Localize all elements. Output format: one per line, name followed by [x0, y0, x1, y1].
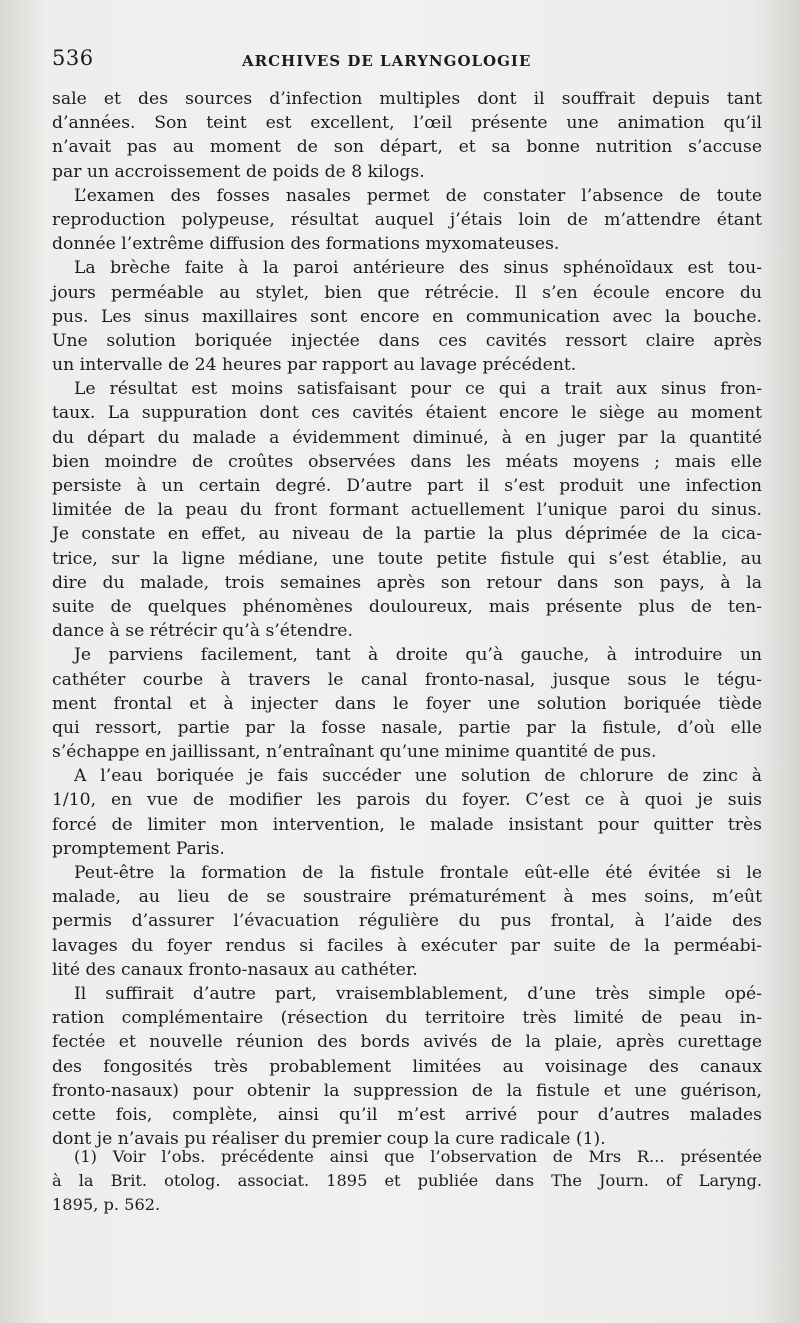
footnote-line: (1) Voir l’obs. précédente ainsi que l’observation de Mrs R... présentée — [74, 1147, 762, 1166]
running-head: ARCHIVES DE LARYNGOLOGIE — [242, 52, 532, 70]
text-line: ment frontal et à injecter dans le foyer une solution boriquée tiède — [52, 693, 762, 714]
text-line: lavages du foyer rendus si faciles à exécuter par suite de la perméabi- — [52, 935, 762, 956]
text-line: des fongosités très probablement limitées au voisinage des canaux — [52, 1056, 762, 1077]
footnote-line: 1895, p. 562. — [52, 1195, 161, 1214]
text-line: Le résultat est moins satisfaisant pour ce qui a trait aux sinus fron- — [74, 379, 762, 400]
text-line: fectée et nouvelle réunion des bords avivés de la plaie, après curettage — [52, 1032, 762, 1053]
text-line: fronto-nasaux) pour obtenir la suppression de la fistule et une guérison, — [52, 1080, 762, 1101]
text-line: Je parviens facilement, tant à droite qu’à gauche, à introduire un — [74, 645, 762, 666]
text-line: promptement Paris. — [52, 838, 225, 859]
text-line: dire du malade, trois semaines après son retour dans son pays, à la — [52, 572, 762, 593]
text-line: d’années. Son teint est excellent, l’œil présente une animation qu’il — [52, 113, 762, 134]
text-line: La brèche faite à la paroi antérieure des sinus sphénoïdaux est tou- — [74, 258, 762, 279]
text-line: par un accroissement de poids de 8 kilogs. — [52, 161, 425, 182]
text-line: dont je n’avais pu réaliser du premier coup la cure radicale (1). — [52, 1129, 606, 1150]
text-line: Une solution boriquée injectée dans ces cavités ressort claire après — [52, 330, 762, 351]
text-line: du départ du malade a évidemment diminué, à en juger par la quantité — [52, 427, 762, 448]
text-line: forcé de limiter mon intervention, le malade insistant pour quitter très — [52, 814, 762, 835]
text-line: taux. La suppuration dont ces cavités étaient encore le siège au moment — [52, 403, 762, 424]
text-line: limitée de la peau du front formant actuellement l’unique paroi du sinus. — [52, 500, 762, 521]
text-line: permis d’assurer l’évacuation régulière du pus frontal, à l’aide des — [52, 911, 762, 932]
text-line: donnée l’extrême diffusion des formations myxomateuses. — [52, 234, 560, 255]
page-header — [52, 46, 742, 76]
text-line: suite de quelques phénomènes douloureux, mais présente plus de ten- — [52, 596, 762, 617]
footnotes — [52, 1145, 762, 1217]
text-line: 1/10, en vue de modifier les parois du foyer. C’est ce à quoi je suis — [52, 790, 762, 811]
text-line: cathéter courbe à travers le canal fronto-nasal, jusque sous le tégu- — [52, 669, 762, 690]
text-line: reproduction polypeuse, résultat auquel j’étais loin de m’attendre étant — [52, 209, 762, 230]
text-line: s’échappe en jaillissant, n’entraînant qu’une minime quantité de pus. — [52, 742, 657, 763]
text-line: Peut-être la formation de la fistule frontale eût-elle été évitée si le — [74, 863, 762, 883]
text-line: lité des canaux fronto-nasaux au cathéter. — [52, 959, 418, 980]
text-line: dance à se rétrécir qu’à s’étendre. — [52, 621, 353, 642]
text-line: A l’eau boriquée je fais succéder une solution de chlorure de zinc à — [74, 766, 762, 787]
text-line: qui ressort, partie par la fosse nasale, partie par la fistule, d’où elle — [52, 717, 762, 738]
text-line: cette fois, complète, ainsi qu’il m’est arrivé pour d’autres malades — [52, 1104, 762, 1125]
text-line: Il suffirait d’autre part, vraisemblablement, d’une très simple opé- — [74, 983, 762, 1004]
text-line: Je constate en effet, au niveau de la partie la plus déprimée de la cica- — [52, 524, 762, 545]
text-line: jours perméable au stylet, bien que rétrécie. Il s’en écoule encore du — [52, 282, 762, 303]
body-text — [52, 87, 762, 1151]
footnote-line: à la Brit. otolog. associat. 1895 et publiée dans The Journ. of Laryng. — [52, 1171, 762, 1190]
text-line: sale et des sources d’infection multiples dont il souffrait depuis tant — [52, 89, 762, 109]
text-line: trice, sur la ligne médiane, une toute petite fistule qui s’est établie, au — [52, 548, 762, 569]
text-line: n’avait pas au moment de son départ, et sa bonne nutrition s’accuse — [52, 137, 762, 158]
text-line: ration complémentaire (résection du territoire très limité de peau in- — [52, 1008, 762, 1029]
text-line: bien moindre de croûtes observées dans les méats moyens ; mais elle — [52, 451, 762, 472]
text-line: pus. Les sinus maxillaires sont encore en communication avec la bouche. — [52, 306, 762, 327]
text-line: un intervalle de 24 heures par rapport au lavage précédent. — [52, 355, 577, 376]
text-line: L’examen des fosses nasales permet de constater l’absence de toute — [74, 185, 762, 206]
page-number: 536 — [52, 46, 94, 70]
text-line: malade, au lieu de se soustraire prématurément à mes soins, m’eût — [52, 887, 762, 908]
text-line: persiste à un certain degré. D’autre part il s’est produit une infection — [52, 476, 762, 496]
